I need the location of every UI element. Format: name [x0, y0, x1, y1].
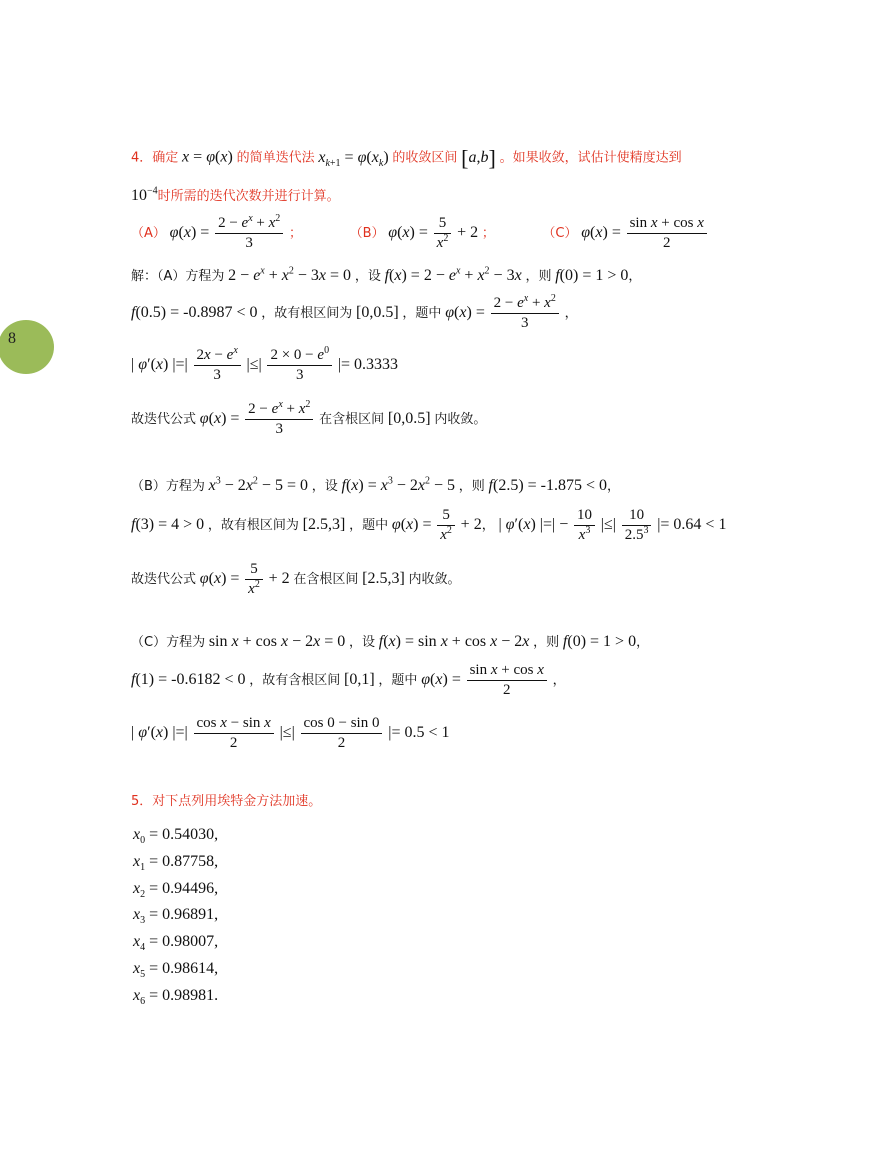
- point-x2: $x_2 = 0.94496$,: [133, 880, 219, 901]
- point-x5: $x_5 = 0.98614$,: [133, 960, 219, 981]
- sol-c-line3: | φ′(x) |=| $\frac{\text{cos x − sin x}}{2}$ |≤| $\frac{\cos 0 - \sin 0}{2}$ |= 0.5 < 1: [131, 715, 450, 751]
- sol-b-line1: （B）方程为 $x^3 - 2x^2 - 5 = 0$ ，设 $f(x) = x^3 - 2x^2 - 5$ ，则 f(2.5) = -1.875 < 0，: [131, 475, 621, 494]
- sol-a-line1: 解：（A）方程为 $2 - e^x + x^2 - 3x = 0$ ，设 $f(x) = 2 - e^x + x^2 - 3x$ ，则 f(0) = 1 > 0，: [131, 265, 642, 284]
- sol-b-line2: f(3) = 4 > 0 ，故有根区间为 [2.5,3] ，题中 φ(x) = $\frac{5}{x^2}$ + 2， | φ′(x) |=| − $\frac{10}{x^3}$ |≤| $\frac{10}{2.5^3}$ |= 0.64 < 1: [131, 507, 727, 543]
- page-number-badge: [0, 320, 54, 374]
- sol-a-line3: | φ′(x) |=| $\frac{2x - e^x}{3}$ |≤| $\frac{2 \times 0 - e^0}{3}$ |= 0.3333: [131, 345, 399, 383]
- point-x1: $x_1 = 0.87758$,: [133, 853, 219, 874]
- q4-heading: 4．确定 x = φ(x) 的简单迭代法 $x_{k+1} = \varphi(x_k)$ 的收敛区间 [a,b] 。如果收敛，试估计使精度达到: [131, 145, 682, 170]
- sol-b-conclusion: 故迭代公式 φ(x) = $\frac{5}{x^2}$ + 2 在含根区间 [2.5,3] 内收敛。: [131, 561, 461, 597]
- q4-options: （A） φ(x) = $\frac{2 - e^x + x^2}{3}$ ； （B） φ(x) = $\frac{5}{x^2}$ + 2 ； （C） φ(x) = $\frac{\text{sin x + cos x}}{2}$: [131, 216, 709, 251]
- sol-c-line1: （C）方程为 sin x + cos x − 2x = 0 ，设 f(x) = sin x + cos x − 2x ，则 f(0) = 1 > 0，: [131, 633, 650, 650]
- sol-a-conclusion: 故迭代公式 φ(x) = $\frac{2 - e^x + x^2}{3}$ 在含根区间 [0,0.5] 内收敛。: [131, 399, 487, 437]
- q4-heading-line2: $10^{-4}$时所需的迭代次数并进行计算。: [131, 185, 340, 204]
- sol-c-line2: f(1) = -0.6182 < 0 ，故有含根区间 [0,1] ，题中 φ(x) = $\frac{\text{sin x + cos x}}{2}$ ，: [131, 662, 566, 698]
- sol-a-line2: f(0.5) = -0.8987 < 0 ，故有根区间为 [0,0.5] ，题中 φ(x) = $\frac{2 - e^x + x^2}{3}$ ，: [131, 293, 578, 331]
- page-number: 8: [8, 330, 16, 347]
- point-x4: $x_4 = 0.98007$,: [133, 933, 219, 954]
- point-x3: $x_3 = 0.96891$,: [133, 906, 219, 927]
- q5-heading: 5．对下点列用埃特金方法加速。: [131, 794, 322, 809]
- point-x0: $x_0 = 0.54030$,: [133, 826, 219, 847]
- point-x6: $x_6 = 0.98981$.: [133, 987, 219, 1008]
